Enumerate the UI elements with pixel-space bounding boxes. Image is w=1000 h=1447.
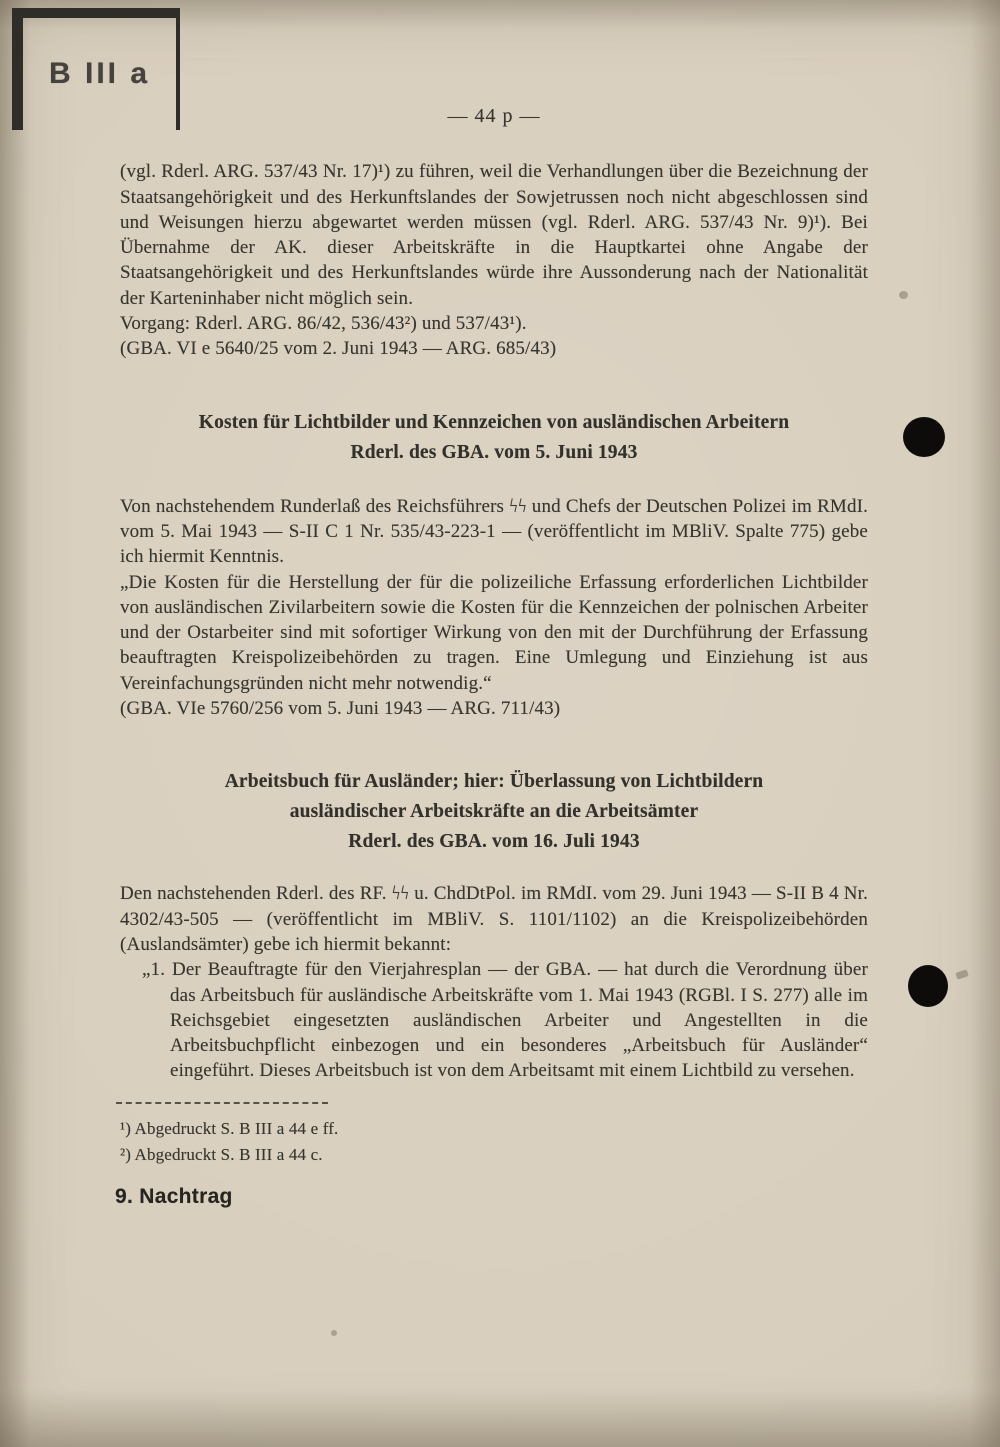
paper-speck xyxy=(899,291,908,299)
page-number: — 44 p — xyxy=(447,105,541,127)
hole-punch-top xyxy=(903,417,945,457)
kosten-paragraph-2: „Die Kosten für die Herstellung der für die polizeiliche Erfassung erforderlichen Lichtbilder von ausländischen Zivilarbeitern sowie die Kosten für die Kennzeichen der polnischen Arbeiter und der Ostarbeiter sind mit sofortiger Wirkung von den mit der Durchführung der Erfassung beauftragten Kreispolizeibehörden zu tragen. Eine Umlegung und Einziehung ist aus Vereinfachungsgründen nicht mehr notwendig.“ xyxy=(120,571,868,694)
supplement-label: 9. Nachtrag xyxy=(115,1184,233,1208)
arbeitsbuch-paragraph-1: Den nachstehenden Rderl. des RF. ϟϟ u. ChdDtPol. im RMdI. vom 29. Juni 1943 — S-II B 4 Nr. 4302/43-505 — (veröffentlicht im MBliV. S. 1101/1102) an die Kreispolizeibehörden (Auslandsämter) gebe ich hiermit bekannt: xyxy=(120,883,868,955)
page-content xyxy=(115,104,868,1209)
kosten-reference-line: (GBA. VIe 5760/256 vom 5. Juni 1943 — ARG. 711/43) xyxy=(120,698,561,720)
arbeitsbuch-list-item-1: „1. Der Beauftragte für den Vierjahresplan — der GBA. — hat durch die Verordnung über das Arbeitsbuch für ausländische Arbeitskräfte vom 1. Mai 1943 (RGBl. I S. 277) alle im Reichsgebiet eingesetzten ausländischen Arbeiter und Angestellten in die Arbeitsbuchpflicht einbezogen und ein besonderes „Arbeitsbuch für Ausländer“ eingeführt. Dieses Arbeitsbuch ist von dem Arbeitsamt mit einem Lichtbild zu versehen. xyxy=(142,959,868,1082)
section-heading-arbeitsbuch xyxy=(120,767,868,857)
footnote-divider xyxy=(116,1102,328,1104)
intro-reference-line: (GBA. VI e 5640/25 vom 2. Juni 1943 — ARG. 685/43) xyxy=(120,338,557,360)
footnote-1: ¹) Abgedruckt S. B III a 44 e ff. xyxy=(120,1118,339,1138)
heading-line-2: ausländischer Arbeitskräfte an die Arbeitsämter xyxy=(289,801,699,823)
paper-speck xyxy=(331,1330,337,1336)
paper-speck xyxy=(955,969,969,979)
intro-paragraph: (vgl. Rderl. ARG. 537/43 Nr. 17)¹) zu führen, weil die Verhandlungen über die Bezeichnung der Staatsangehörigkeit und des Herkunftslandes der Sowjetrussen noch nicht abgeschlossen sind und Weisungen hierzu abgewartet werden müssen (vgl. Rderl. ARG. 537/43 Nr. 9)¹). Bei Übernahme der AK. dieser Arbeitskräfte in die Hauptkartei ohne Angabe der Staatsangehörigkeit und des Herkunftslandes würde ihre Aussonderung nach der Nationalität der Karteninhaber nicht möglich sein. xyxy=(120,161,868,309)
heading-line-2: Rderl. des GBA. vom 5. Juni 1943 xyxy=(350,441,638,463)
vorgang-line: Vorgang: Rderl. ARG. 86/42, 536/43²) und 537/43¹). xyxy=(120,313,527,335)
hole-punch-bottom xyxy=(908,965,948,1007)
section-heading-kosten xyxy=(120,408,868,468)
heading-line-1: Arbeitsbuch für Ausländer; hier: Überlassung von Lichtbildern xyxy=(224,771,764,793)
section-label: B III a xyxy=(48,57,151,90)
footnote-2: ²) Abgedruckt S. B III a 44 c. xyxy=(120,1144,323,1164)
kosten-paragraph-1: Von nachstehendem Runderlaß des Reichsführers ϟϟ und Chefs der Deutschen Polizei im RMdI. vom 5. Mai 1943 — S-II C 1 Nr. 535/43-223-1 — (veröffentlicht im MBliV. Spalte 775) gebe ich hiermit Kenntnis. xyxy=(120,495,868,568)
heading-line-1: Kosten für Lichtbilder und Kennzeichen von ausländischen Arbeitern xyxy=(198,411,790,433)
heading-line-3: Rderl. des GBA. vom 16. Juli 1943 xyxy=(348,831,640,853)
